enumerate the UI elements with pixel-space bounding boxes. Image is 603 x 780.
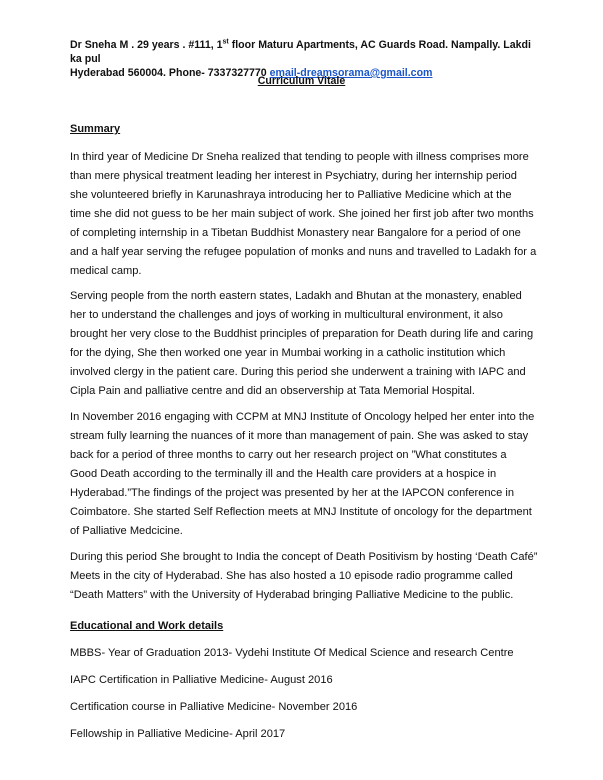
contact-text-post: floor Maturu Apartments, AC Guards Road. Nampally. Lakdi ka pul xyxy=(70,39,531,65)
education-heading: Educational and Work details xyxy=(70,620,224,632)
paragraph-line: Meets in the city of Hyderabad. She has also hosted a 10 episode radio programme called xyxy=(70,570,513,582)
paragraph-line: stream fully learning the nuances of it more than management of pain. She was asked to stay xyxy=(70,430,529,442)
paragraph-line: brought her very close to the Buddhist principles of preparation for Death during life and caring xyxy=(70,328,534,340)
email-link[interactable]: email-dreamsorama@gmail.com xyxy=(269,67,433,79)
document-title: Curriculum Vitale xyxy=(257,75,346,87)
education-item: Fellowship in Palliative Medicine- April 2017 xyxy=(70,728,286,740)
paragraph-line: Good Death according to the terminally ill and the Health care providers at a hospice in xyxy=(70,468,497,480)
paragraph-line: Hyderabad.”The findings of the project was presented by her at the IAPCON conference in xyxy=(70,487,514,499)
paragraph-line: and a half year serving the refugee population of monks and nuns and travelled to Ladakh for a xyxy=(70,246,537,258)
summary-heading: Summary xyxy=(70,123,121,135)
paragraph-line: for the dying, She then worked one year in Mumbai working in a catholic institution which xyxy=(70,347,506,359)
paragraph-line: medical camp. xyxy=(70,265,142,277)
education-item: Certification course in Palliative Medicine- November 2016 xyxy=(70,701,358,713)
paragraph-line: Cipla Pain and palliative centre and did an observership at Tata Memorial Hospital. xyxy=(70,385,475,397)
paragraph-line: Serving people from the north eastern states, Ladakh and Bhutan at the monastery, enabled xyxy=(70,290,522,302)
contact-header xyxy=(70,38,540,80)
paragraph-line: back for a period of three months to carry out her research project on ”What constitutes a xyxy=(70,449,507,461)
paragraph-line: she volunteered briefly in Karunashraya introducing her to Palliative Medicine which at the xyxy=(70,189,512,201)
contact-line-1 xyxy=(70,38,540,66)
paragraph-line: Coimbatore. She started Self Reflection meets at MNJ Institute of oncology for the department xyxy=(70,506,532,518)
floor-superscript: st xyxy=(222,38,229,46)
paragraph-line: time she did not guess to be her main subject of work. She joined her first job after two months xyxy=(70,208,534,220)
summary-paragraph-4 xyxy=(70,548,540,605)
paragraph-line: of completing internship in a Tibetan Buddhist Monastery near Bangalore for a period of one xyxy=(70,227,521,239)
contact-text-pre: Dr Sneha M . 29 years . #111, 1 xyxy=(70,39,223,51)
education-item: MBBS- Year of Graduation 2013- Vydehi Institute Of Medical Science and research Centre xyxy=(70,647,514,659)
paragraph-line: In third year of Medicine Dr Sneha realized that tending to people with illness comprises more xyxy=(70,151,529,163)
summary-paragraph-3 xyxy=(70,408,540,541)
paragraph-line: involved clergy in the patient care. During this period she underwent a training with IAPC and xyxy=(70,366,526,378)
address-phone-text: Hyderabad 560004. Phone- 7337327770 xyxy=(70,67,270,79)
paragraph-line: than mere physical treatment leading her interest in Psychiatry, during her internship period xyxy=(70,170,517,182)
summary-paragraph-1 xyxy=(70,148,540,281)
summary-paragraph-2 xyxy=(70,287,540,401)
paragraph-line: her to understand the challenges and joys of working in multicultural environment, it also xyxy=(70,309,503,321)
education-item: IAPC Certification in Palliative Medicine- August 2016 xyxy=(70,674,333,686)
paragraph-line: “Death Matters” with the University of Hyderabad bringing Palliative Medicine to the public. xyxy=(70,589,514,601)
paragraph-line: In November 2016 engaging with CCPM at MNJ Institute of Oncology helped her enter into the xyxy=(70,411,535,423)
paragraph-line: During this period She brought to India the concept of Death Positivism by hosting ‘Death Café” xyxy=(70,551,538,563)
paragraph-line: of Palliative Medcicine. xyxy=(70,525,183,537)
